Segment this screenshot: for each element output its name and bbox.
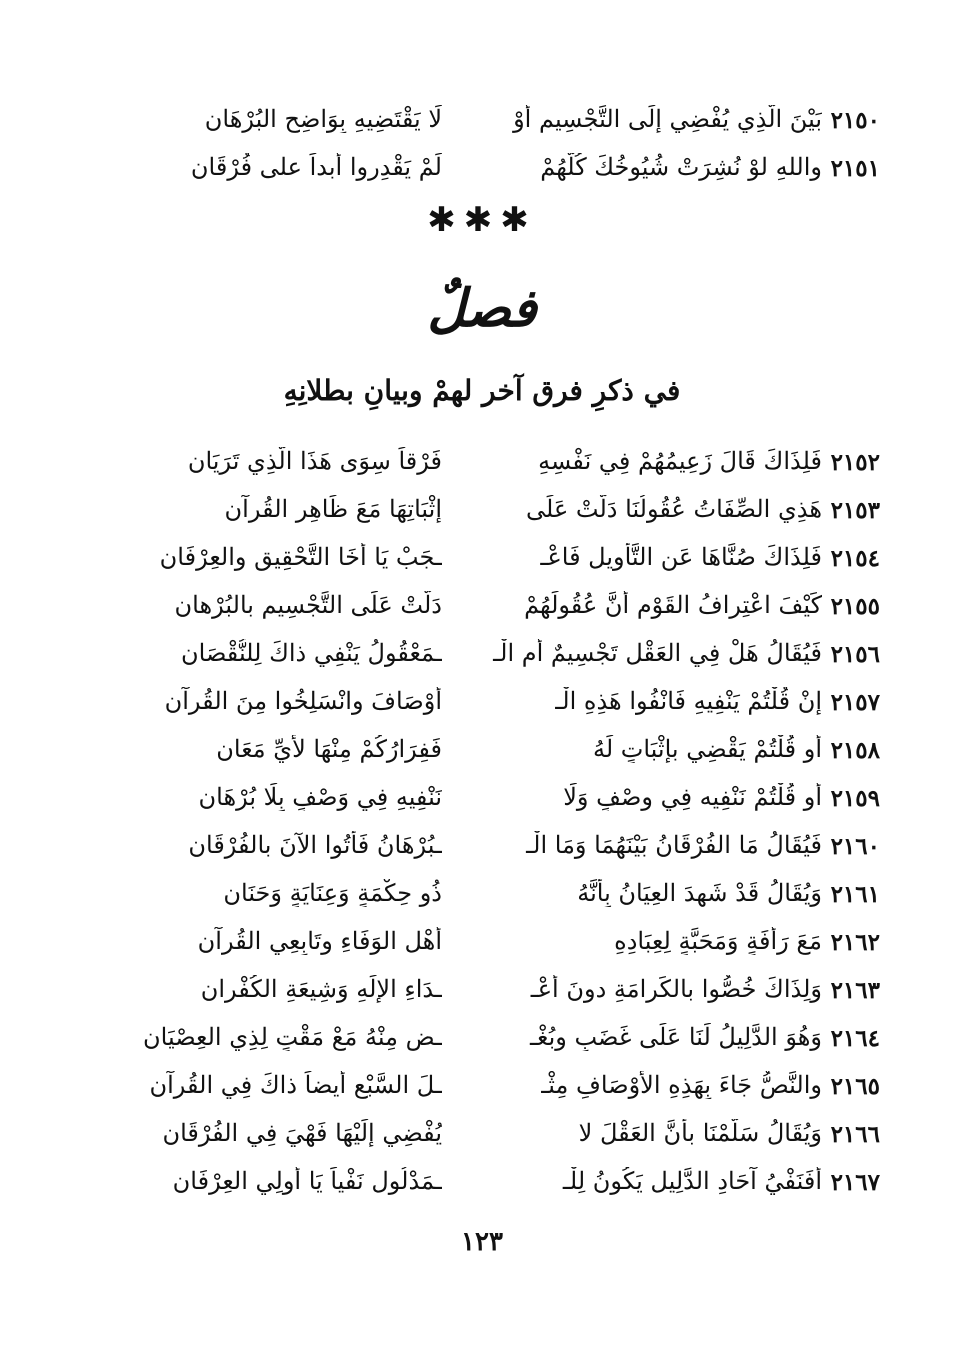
verse-second-hemistich: ـضٍ مِنْهُ مَعْ مَقْتٍ لِذِي العِصْيَانِ (143, 1023, 442, 1051)
verse-second-hemistich: ـلَ السَّبْعِ أَيضاً ذاكَ فِي القُرآنِ (149, 1071, 442, 1099)
verse-second-hemistich: أَهْلِ الوَفَاءِ وتَابِعِي القُرآنِ (197, 927, 442, 955)
verse-number: ٢١٥٤ (830, 545, 880, 572)
verse-row (60, 781, 880, 821)
verse-row (60, 685, 880, 725)
verse-row (60, 445, 880, 485)
section-subtitle: في ذكرِ فرق آخر لهمْ وبيانِ بطلانِهِ (283, 374, 681, 407)
verse-second-hemistich: فَرْقاً سِوَى هَذَا الَّذِي تَرَيَانِ (187, 447, 442, 475)
verse-number: ٢١٦٤ (830, 1025, 880, 1052)
verse-second-hemistich: أَوْصَافَ وانْسَلِخُوا مِنَ القُرآنِ (164, 687, 442, 715)
verse-first-hemistich: وَهُوَ الدَّلِيلُ لَنَا عَلَى غَضَبٍ وبُغْـ (529, 1023, 822, 1051)
verse-second-hemistich: ذُو حِكْمَةٍ وَعِنَايَةٍ وَحَنَانِ (223, 879, 442, 907)
verse-row (60, 925, 880, 965)
verse-first-hemistich: إنْ قُلْتُمْ يَنْفِيهِ فَانْفُوا هَذِهِ الْـ (555, 687, 822, 715)
verse-row (60, 829, 880, 869)
verse-number: ٢١٦٦ (830, 1121, 880, 1148)
verse-first-hemistich: وَلِذَاكَ خُصُّوا بالكَرامَةِ دونَ أَعْـ (530, 975, 822, 1003)
verse-first-hemistich: فَيُقَالُ مَا الفُرْقَانُ بَيْنَهُمَا وَمَا الْـ (526, 831, 822, 859)
verse-number: ٢١٦٧ (830, 1169, 880, 1196)
verse-first-hemistich: أَفَنَفْيُ آحَادِ الدَّلِيلِ يَكُونُ لِلْـ (562, 1167, 822, 1195)
verse-second-hemistich: إثْبَاتِهَا مَعَ ظَاهِرِ القُرآنِ (224, 495, 442, 523)
verse-second-hemistich: لَا يَقْتَضِيهِ بِوَاضِحِ البُرْهَانِ (204, 105, 442, 133)
verse-second-hemistich: ـدَاءِ الإلَهِ وَشِيعَةِ الكُفْرانِ (200, 975, 442, 1003)
verse-number: ٢١٥٧ (830, 689, 880, 716)
verse-row (60, 541, 880, 581)
verse-number: ٢١٥٢ (830, 449, 880, 476)
verse-number: ٢١٥٨ (830, 737, 880, 764)
verse-number: ٢١٥٠ (830, 107, 880, 134)
verse-row (60, 151, 880, 191)
section-separator: ✱✱✱ (427, 200, 537, 240)
page-number: ١٢٣ (461, 1227, 503, 1257)
verse-row (60, 733, 880, 773)
verse-number: ٢١٦١ (830, 881, 880, 908)
verse-first-hemistich: وَيُقَالُ قَدْ شَهِدَ العِيَانُ بِأَنَّهُ (577, 879, 822, 907)
verse-row (60, 103, 880, 143)
verse-first-hemistich: واللهِ لوْ نُشِرَتْ شُيُوخُكَ كُلُّهُمْ (540, 153, 822, 181)
verse-first-hemistich: فَيُقَالُ هَلْ فِي العَقْلِ تَجْسِيمٌ أَمِ الْـ (493, 639, 822, 667)
verse-first-hemistich: أو قُلْتُمْ يَقْضِي بإثْبَاتٍ لَهُ (592, 735, 822, 763)
verse-number: ٢١٦٣ (830, 977, 880, 1004)
verse-first-hemistich: مَعَ رَأْفَةٍ وَمَحَبَّةٍ لِعِبَادِهِ (614, 927, 822, 955)
verse-second-hemistich: نَنْفِيهِ فِي وَصْفٍ بِلَا بُرْهَانِ (198, 783, 442, 811)
verse-second-hemistich: دَلَّتْ عَلَى التَّجْسِيمِ بالبُرْهانِ (174, 591, 442, 619)
verse-number: ٢١٥٩ (830, 785, 880, 812)
verse-first-hemistich: بَيْنَ الَّذِي يُفْضِي إِلَى التَّجْسِيمِ أَوْ (513, 105, 822, 133)
verse-first-hemistich: أو قُلْتُمْ نَنْفِيه فِي وصْفٍ وَلَا (563, 783, 822, 811)
section-heading: فصلٌ (427, 278, 537, 339)
verse-number: ٢١٥٦ (830, 641, 880, 668)
verse-number: ٢١٦٥ (830, 1073, 880, 1100)
verse-second-hemistich: ـجَبْ يَا أَخَا التَّحْقِيقِ والعِرْفَانِ (159, 543, 442, 571)
verse-first-hemistich: والنَّصُّ جَاءَ بِهَذِهِ الأوْصَافِ مِثْـ (541, 1071, 822, 1099)
verse-second-hemistich: ـمَدْلُولِ نَفْياً يَا أُولِي العِرْفَانِ (172, 1167, 442, 1195)
verse-first-hemistich: هَذِي الصِّفَاتُ عُقُولُنَا دَلَّتْ عَلَى (526, 495, 822, 523)
verse-first-hemistich: وَيُقَالُ سَلَّمْنَا بأنَّ العَقْلَ لا (578, 1119, 822, 1147)
verse-second-hemistich: لَمْ يَقْدِروا أبداً على فُرْقَانِ (190, 153, 442, 181)
verse-first-hemistich: كَيْفَ اعْتِرافُ القَوْمِ أَنَّ عُقُولَهُمْ (524, 591, 822, 619)
verse-row (60, 1021, 880, 1061)
verse-second-hemistich: ـبُرْهَانُ فَأْتُوا الآنَ بالفُرْقَانِ (188, 831, 442, 859)
verse-row (60, 493, 880, 533)
verse-row (60, 973, 880, 1013)
verse-row (60, 1165, 880, 1205)
verse-number: ٢١٥٣ (830, 497, 880, 524)
verse-row (60, 1117, 880, 1157)
verse-row (60, 589, 880, 629)
verse-row (60, 1069, 880, 1109)
verse-first-hemistich: فَلِذَاكَ صُنَّاهَا عَنِ التَّأْوِيلِ فَاعْـ (540, 543, 822, 571)
verse-first-hemistich: فَلِذَاكَ قَالَ زَعِيمُهُمْ فِي نَفْسِهِ (538, 447, 822, 475)
verse-second-hemistich: يُفْضِي إِلَيْهَا فَهْيَ فِي الفُرْقَانِ (162, 1119, 442, 1147)
verse-number: ٢١٦٢ (830, 929, 880, 956)
verse-number: ٢١٦٠ (830, 833, 880, 860)
verse-number: ٢١٥٥ (830, 593, 880, 620)
verse-row (60, 877, 880, 917)
verse-second-hemistich: ـمَعْقُولُ يَنْفِي ذاكَ لِلنُّقْصَانِ (181, 639, 442, 667)
verse-number: ٢١٥١ (830, 155, 880, 182)
verse-second-hemistich: فَفِرَارُكُمْ مِنْهَا لأيِّ مَعَانِ (216, 735, 442, 763)
verse-row (60, 637, 880, 677)
